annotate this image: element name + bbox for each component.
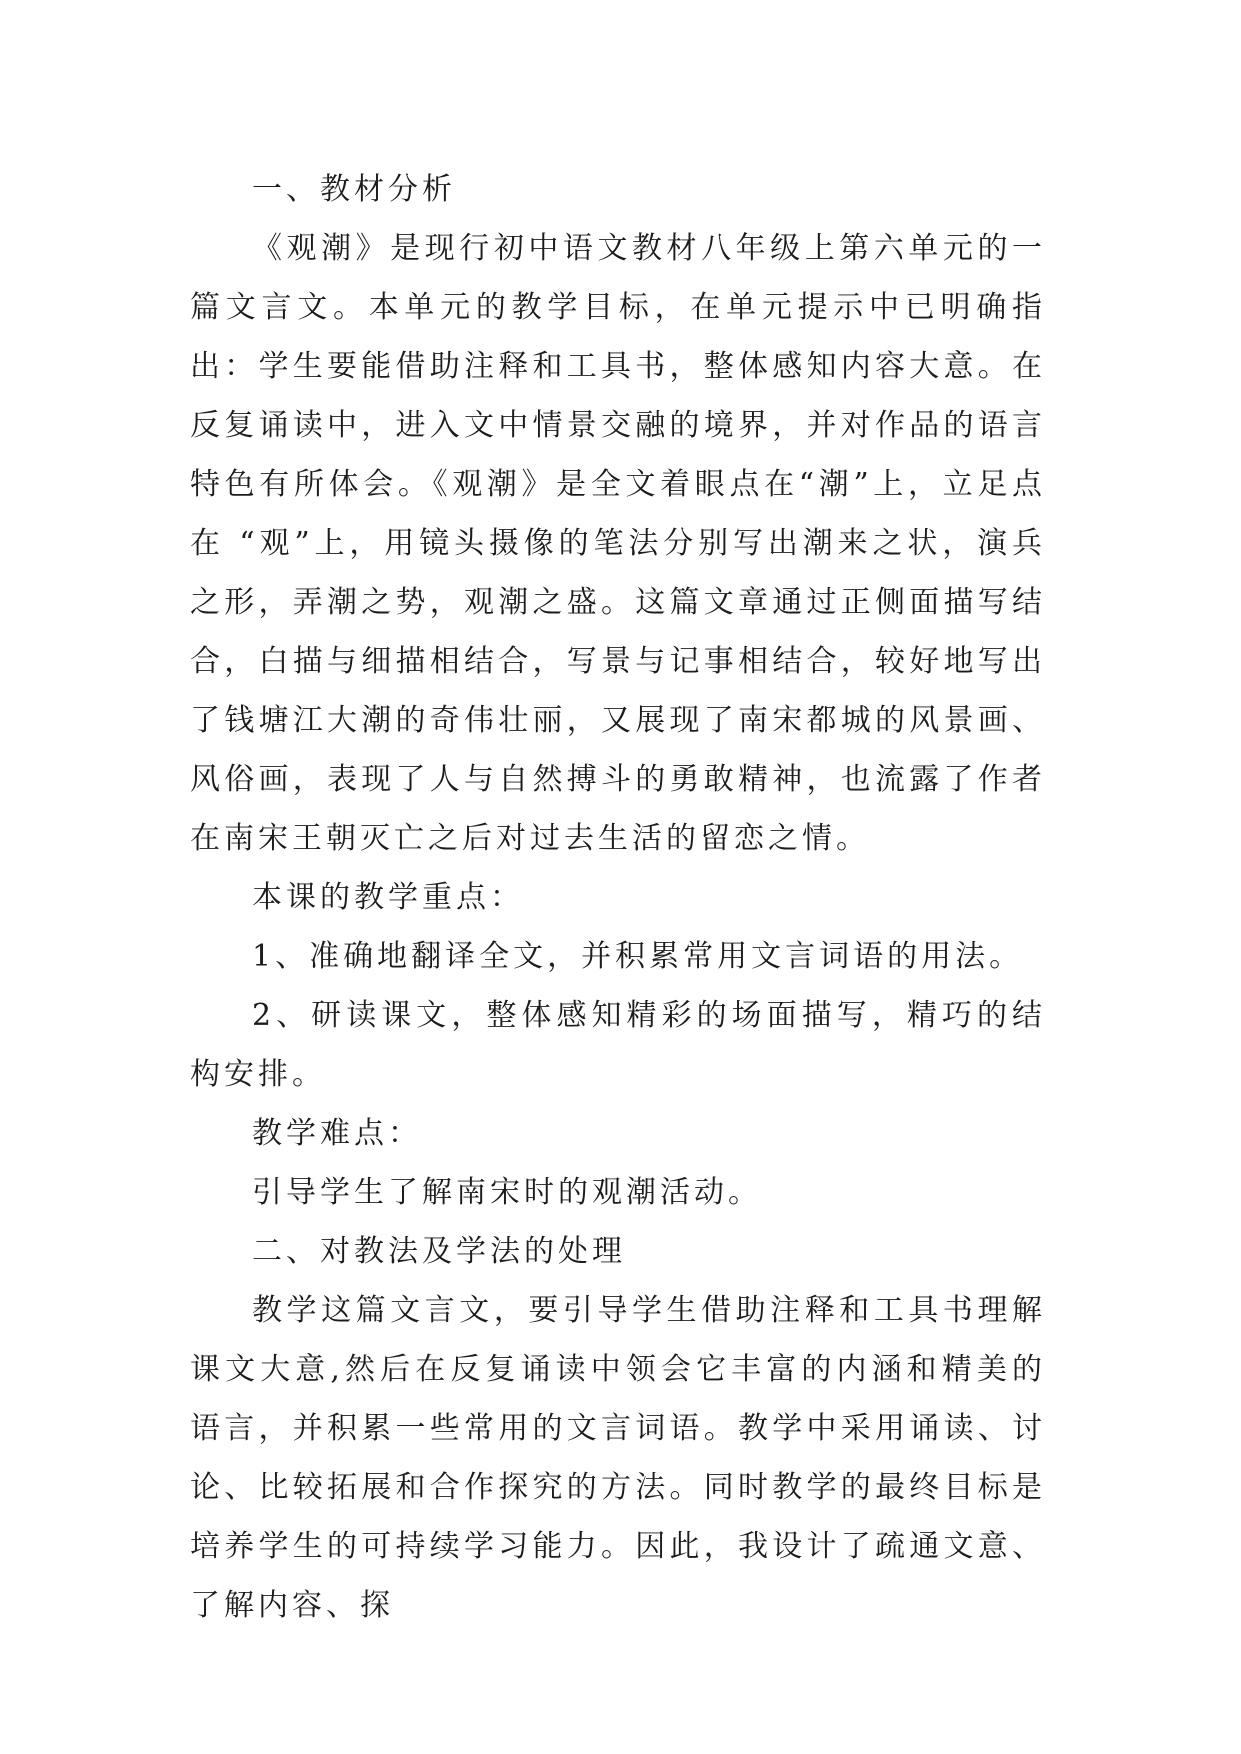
key-points-heading: 本课的教学重点：	[252, 880, 524, 915]
section-heading-textbook-analysis: 一、教材分析	[252, 172, 456, 207]
paragraph-textbook-analysis: 《观潮》是现行初中语文教材八年级上第六单元的一篇文言文。本单元的教学目标，在单元提示中已明确指出：学生要能借助注释和工具书，整体感知内容大意。在反复诵读中，进入文中情景交融的境界，并对作品的语言特色有所体会。《观潮》是全文着眼点在“潮”上，立足点在 “观”上，用镜头摄像的笔法分别写出潮来之状，演兵之形，弄潮之势，观潮之盛。这篇文章通过正侧面描写结合，白描与细描相结合，写景与记事相结合，较好地写出了钱塘江大潮的奇伟壮丽，又展现了南宋都城的风景画、风俗画，表现了人与自然搏斗的勇敢精神，也流露了作者在南宋王朝灭亡之后对过去生活的留恋之情。	[190, 231, 1046, 856]
difficulty-text: 引导学生了解南宋时的观潮活动。	[252, 1175, 762, 1210]
paragraph-methods: 教学这篇文言文，要引导学生借助注释和工具书理解课文大意,然后在反复诵读中领会它丰富的内涵和精美的语言，并积累一些常用的文言词语。教学中采用诵读、讨论、比较拓展和合作探究的方法。同时教学的最终目标是培养学生的可持续学习能力。因此，我设计了疏通文意、了解内容、探	[190, 1293, 1046, 1623]
document-body	[190, 160, 1046, 1635]
section-heading-methods: 二、对教法及学法的处理	[252, 1234, 626, 1269]
key-point-2: 2、研读课文，整体感知精彩的场面描写，精巧的结构安排。	[190, 998, 1046, 1092]
difficulty-heading: 教学难点：	[252, 1116, 422, 1151]
key-point-1: 1、准确地翻译全文，并积累常用文言词语的用法。	[252, 939, 1024, 974]
